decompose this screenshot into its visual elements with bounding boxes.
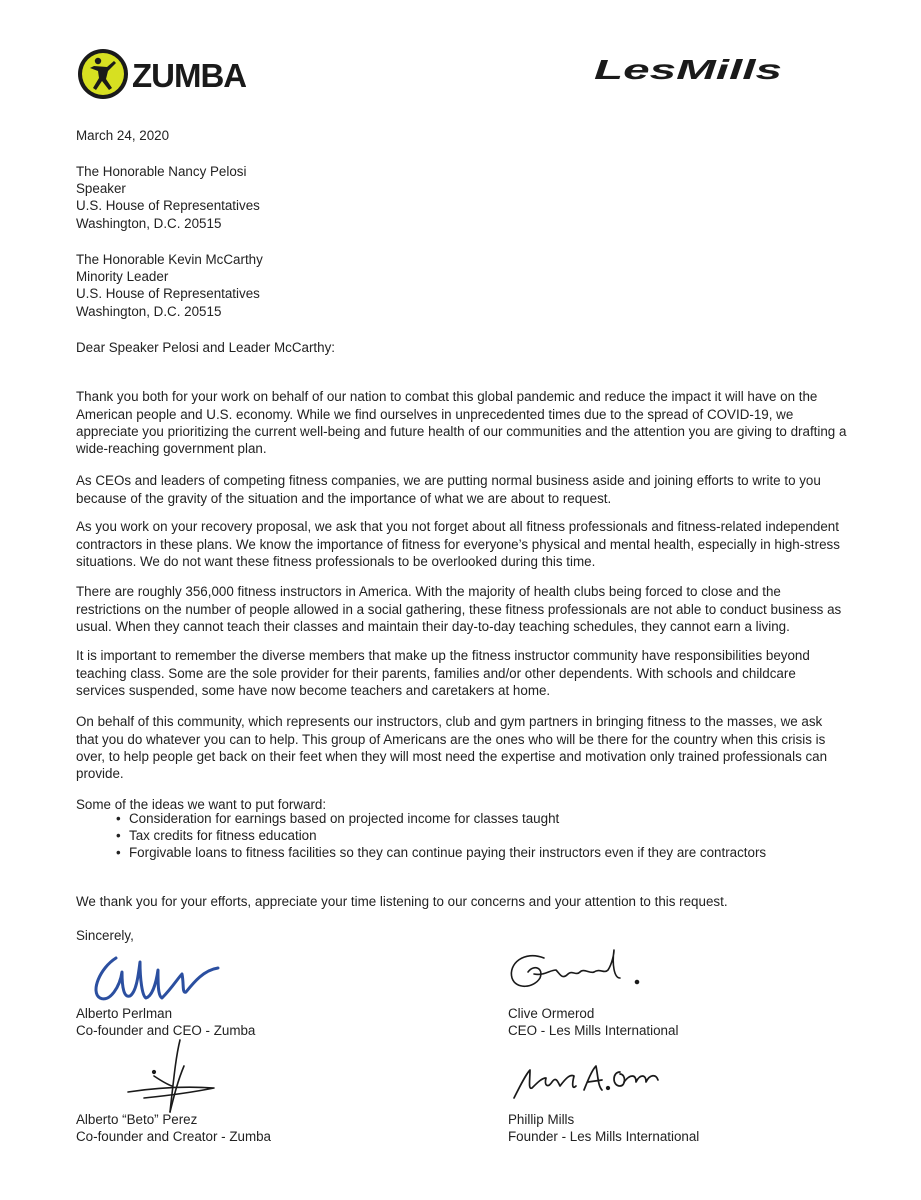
zumba-logo [76, 46, 246, 102]
recipient-address-1 [76, 163, 848, 232]
recipient-line: The Honorable Kevin McCarthy [76, 252, 263, 267]
body-paragraph-2: As CEOs and leaders of competing fitness companies, we are putting normal business aside and joining efforts to write to you because of the gravity of the situation and the importance of what we are about to request. [76, 473, 821, 506]
signatory-clive-ormerod [508, 1005, 678, 1039]
sign-off: Sincerely, [76, 928, 134, 943]
letter-date: March 24, 2020 [76, 128, 170, 143]
signature-beto-perez [128, 1040, 214, 1112]
body-paragraph-6: On behalf of this community, which represents our instructors, club and gym partners in bringing fitness to the masses, we ask that you do whatever you can to help. This group of Americans are the ones who will be there for the country when this crisis is over, to help people get back on their feet when they will most need the expertise and motivation only trained professionals can provide. [76, 714, 828, 781]
recipient-line: Washington, D.C. 20515 [76, 215, 222, 231]
body-paragraph-3: As you work on your recovery proposal, we ask that you not forget about all fitness professionals and fitness-related independent contractors in these plans. We know the importance of fitness for everyone’s physical and mental health, especially in high-stress situations. We do not want these fitness professionals to be overlooked during this time. [76, 519, 840, 569]
signature-clive-ormerod [511, 950, 638, 986]
list-item: • Forgivable loans to fitness facilities so they can continue paying their instructors even if they are contractors [76, 844, 856, 861]
recipient-line: Speaker [76, 181, 126, 197]
recipient-line: U.S. House of Representatives [76, 198, 260, 214]
recipient-line: Washington, D.C. 20515 [76, 303, 222, 319]
les-mills-logo [594, 54, 784, 84]
signature-phillip-mills [514, 1066, 658, 1098]
signatory-title: Co-founder and CEO - Zumba [76, 1023, 256, 1039]
signatory-name: Phillip Mills [508, 1112, 575, 1127]
signatory-title: Founder - Les Mills International [508, 1129, 700, 1145]
signatory-beto-perez [76, 1111, 271, 1145]
list-item: • Tax credits for fitness education [76, 827, 856, 844]
salutation: Dear Speaker Pelosi and Leader McCarthy: [76, 340, 336, 355]
signatory-name: Alberto “Beto” Perez [76, 1112, 198, 1127]
ideas-intro: Some of the ideas we want to put forward: [76, 797, 327, 813]
signatory-name: Clive Ormerod [508, 1006, 595, 1021]
closing-paragraph: We thank you for your efforts, appreciate your time listening to our concerns and your attention to this request. [76, 894, 728, 910]
recipient-line: The Honorable Nancy Pelosi [76, 164, 247, 179]
body-paragraph-5: It is important to remember the diverse members that make up the fitness instructor community have responsibilities beyond teaching class. Some are the sole provider for their parents, families and/or other dependents. With schools and childcare services suspended, some have now become teachers and caretakers at home. [76, 648, 810, 698]
signatory-title: Co-founder and Creator - Zumba [76, 1129, 272, 1145]
ideas-list [76, 810, 856, 862]
body-paragraph-4: There are roughly 356,000 fitness instructors in America. With the majority of health clubs being forced to close and the restrictions on the number of people allowed in a social gathering, these fitness professionals are not able to conduct business as usual. When they cannot teach their classes and maintain their day-to-day teaching schedules, they cannot earn a living. [76, 584, 842, 634]
signatory-title: CEO - Les Mills International [508, 1023, 679, 1039]
signatory-alberto-perlman [76, 1005, 255, 1039]
recipient-line: Minority Leader [76, 269, 169, 285]
les-mills-wordmark: LesMills [594, 54, 782, 84]
recipient-address-2 [76, 251, 848, 320]
signatory-name: Alberto Perlman [76, 1006, 173, 1021]
recipient-line: U.S. House of Representatives [76, 286, 260, 302]
signatory-phillip-mills [508, 1111, 699, 1145]
zumba-wordmark: ZUMBA [132, 57, 246, 94]
list-item: • Consideration for earnings based on projected income for classes taught [76, 810, 856, 827]
body-paragraph-1: Thank you both for your work on behalf of our nation to combat this global pandemic and reduce the impact it will have on the American people and U.S. economy. While we find ourselves in unprecedented times due to the spread of COVID-19, we appreciate you prioritizing the current well-being and future health of our communities and the attention you are giving to drafting a wide-reaching government plan. [76, 389, 847, 456]
signature-alberto-perlman [86, 948, 222, 1006]
